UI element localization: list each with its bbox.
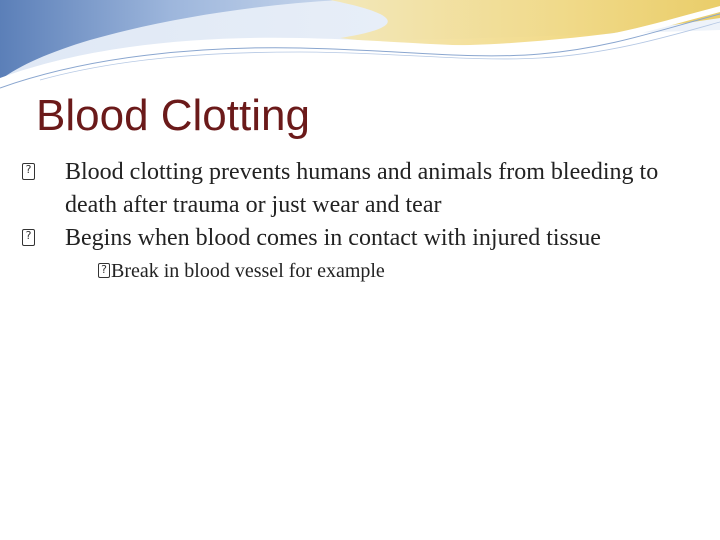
bullet-text: Blood clotting prevents humans and animals from bleeding to death after trauma or just wear and tear bbox=[65, 159, 659, 218]
bullet-glyph-icon bbox=[22, 163, 35, 180]
sub-bullet-text: Break in blood vessel for example bbox=[111, 260, 385, 282]
bullet-item bbox=[18, 156, 708, 222]
bullet-text: Begins when blood comes in contact with injured tissue bbox=[65, 225, 601, 251]
header-swoosh-decoration bbox=[0, 0, 720, 95]
bullet-item bbox=[18, 222, 708, 255]
sub-bullet-item bbox=[18, 257, 708, 286]
bullet-glyph-icon bbox=[98, 263, 110, 278]
bullet-glyph-icon bbox=[22, 229, 35, 246]
bullet-list bbox=[18, 156, 708, 286]
slide-title: Blood Clotting bbox=[36, 91, 310, 140]
